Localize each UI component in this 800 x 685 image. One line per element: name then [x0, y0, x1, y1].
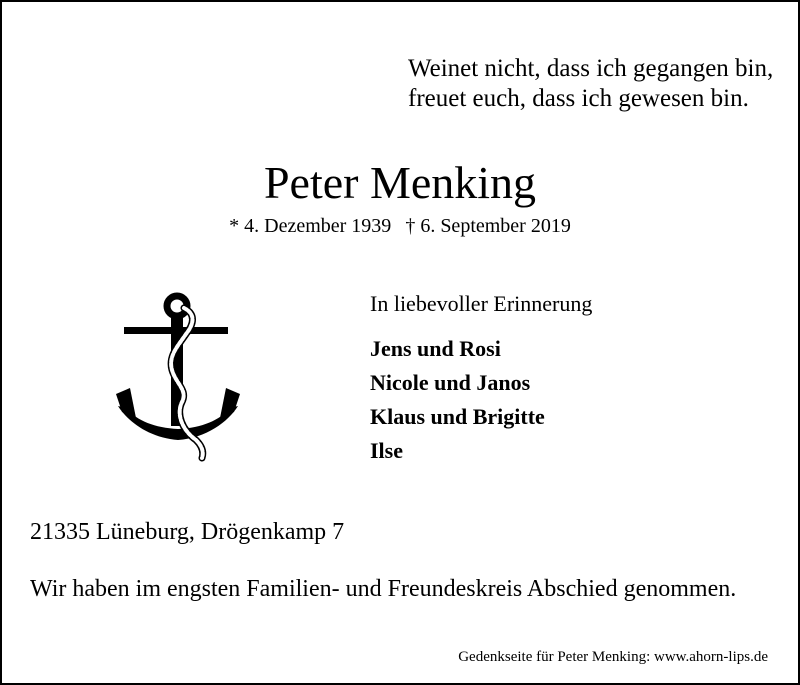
life-dates [2, 213, 798, 239]
mourner-entry: Klaus und Brigitte [370, 404, 545, 429]
verse-line-1: Weinet nicht, dass ich gegangen bin, [408, 55, 774, 82]
remembrance-intro: In liebevoller Erinnerung [370, 291, 593, 316]
memorial-page-link[interactable]: Gedenkseite für Peter Menking: www.ahorn-lips.de [458, 649, 768, 665]
address: 21335 Lüneburg, Drögenkamp 7 [30, 519, 345, 545]
verse-line-2: freuet euch, dass ich gewesen bin. [408, 85, 749, 112]
birth-date: * 4. Dezember 1939 [229, 215, 392, 237]
farewell-note: Wir haben im engsten Familien- und Freundeskreis Abschied genommen. [30, 576, 737, 602]
anchor-icon [116, 290, 240, 462]
mourner-entry: Jens und Rosi [370, 336, 501, 361]
death-date: † 6. September 2019 [405, 215, 571, 237]
mourners-list [370, 332, 545, 468]
verse [408, 54, 773, 114]
mourner-entry: Nicole und Janos [370, 370, 531, 395]
deceased-name: Peter Menking [263, 157, 537, 208]
mourner-entry: Ilse [370, 438, 403, 463]
